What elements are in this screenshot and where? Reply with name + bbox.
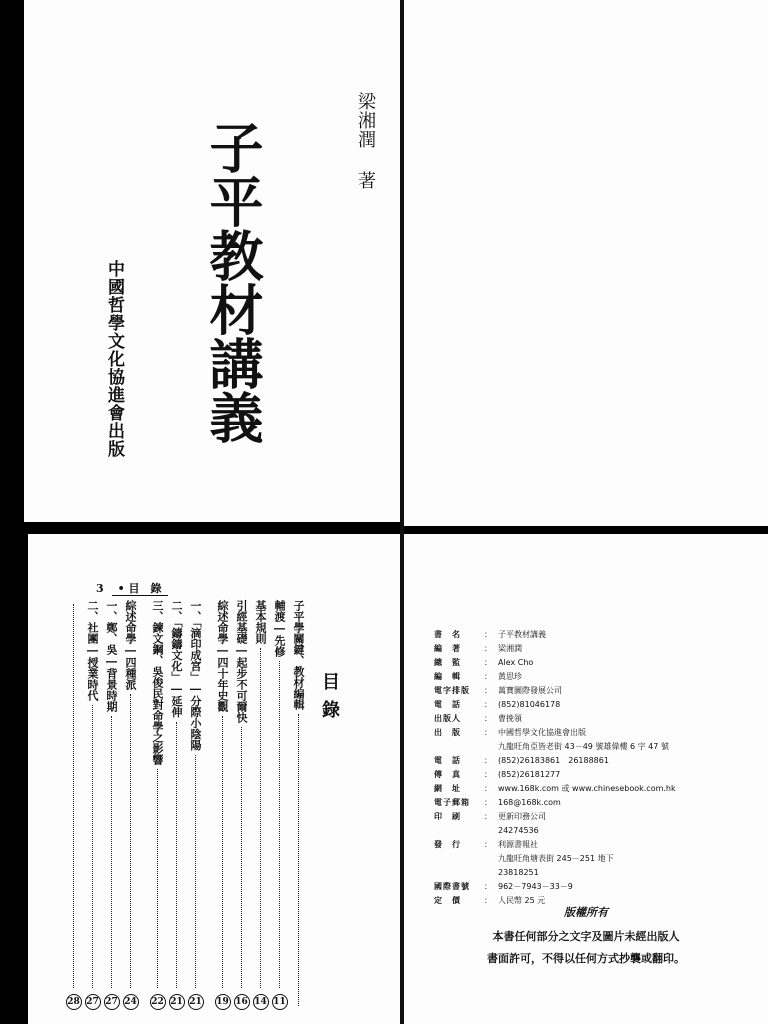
colophon-key: 書 名 [434,630,461,639]
colophon-colon [484,740,498,754]
author-name: 梁湘潤 [355,92,376,149]
colophon-value: 子平教材講義 [498,630,546,639]
colophon-row [434,866,676,880]
colophon-value: (852)26183861 26188861 [498,756,609,765]
colophon-colon: ： [484,686,492,695]
colophon-key: 電 話 [434,700,461,709]
colophon-row [434,670,676,684]
colophon-key: 編 著 [434,644,461,653]
toc-entry[interactable]: 綜述命學―四種派 24 [121,600,140,1010]
colophon-value: 24274536 [498,826,539,835]
colophon-colon: ： [484,658,492,667]
toc-entry[interactable]: 輔渡―先修 11 [270,600,289,1010]
colophon-colon: ： [484,770,492,779]
colophon-row [434,684,676,698]
toc-entry[interactable]: 三、鍊文鋼、吳俊民對命學之影響 22 [148,600,167,1010]
toc-entry[interactable]: 二、社團―授業時代 27 [83,600,102,1010]
colophon-row [434,754,676,768]
colophon-value: (852)81046178 [498,700,561,709]
colophon-key [434,740,484,754]
toc-page-number: 27 [104,994,120,1010]
colophon-key [434,866,484,880]
colophon-row [434,824,676,838]
colophon-row [434,698,676,712]
colophon-row [434,656,676,670]
toc-page [28,534,402,1024]
rights-notice [404,926,768,970]
colophon-row [434,852,676,866]
colophon-colon: ： [484,812,492,821]
colophon-value: 曹挽領 [498,714,522,723]
colophon-colon: ： [484,756,492,765]
colophon-colon: ： [484,714,492,723]
toc-entry[interactable]: 引經基礎―起步不可爾快 16 [232,600,251,1010]
colophon-colon [484,824,498,838]
colophon-key: 國際書號 [434,882,470,891]
colophon-colon: ： [484,798,492,807]
colophon-colon: ： [484,728,492,737]
colophon-row [434,628,676,642]
colophon-colon: ： [484,700,492,709]
toc-entry[interactable]: 一、鄭、吳―背景時期 27 [102,600,121,1010]
colophon-value: 利源書報社 [498,840,538,849]
colophon-key: 編 輯 [434,672,461,681]
toc-page-number: 27 [85,994,101,1010]
colophon-row [434,796,676,810]
colophon-value: (852)26181277 [498,770,561,779]
colophon-colon: ： [484,630,492,639]
toc-page-number: 22 [150,994,166,1010]
toc-page-number: 14 [253,994,269,1010]
colophon-value: Alex Cho [498,658,534,667]
toc-page-number: 21 [188,994,204,1010]
author-credit [356,92,374,190]
toc-entry[interactable]: 基本規則 14 [251,600,270,1010]
colophon-row [434,726,676,740]
book-title: 子平教材講義 [201,120,265,444]
colophon-row [434,740,676,754]
colophon-key: 發 行 [434,840,461,849]
colophon-key: 網 址 [434,784,461,793]
colophon-key: 定 價 [434,896,461,905]
toc-list [68,600,308,1010]
toc-page-number: 21 [169,994,185,1010]
toc-entry[interactable]: 綜述命學―四十年史觀 19 [213,600,232,1010]
colophon-colon [484,852,498,866]
toc-page-number: 24 [123,994,139,1010]
colophon-key: 電 話 [434,756,461,765]
toc-page-number: 28 [66,994,82,1010]
toc-title: 目錄 [319,672,340,728]
colophon-key: 電子郵箱 [434,798,470,807]
colophon-key [434,824,484,838]
rights-line: 本書任何部分之文字及圖片未經出版人 [492,930,680,943]
colophon-colon: ： [484,840,492,849]
toc-entry[interactable]: 二、「鑄鑄文化」―延伸 21 [167,600,186,1010]
toc-page-number: 19 [215,994,231,1010]
colophon-value: 萬寶圖際發展公司 [498,686,562,695]
page-number: 3 [96,582,104,595]
colophon-colon: ： [484,784,492,793]
colophon-value: 中國哲學文化協進會出版 [498,728,586,737]
colophon-key: 電字排版 [434,686,470,695]
colophon-key: 出版人 [434,714,461,723]
colophon-colon: ： [484,644,492,653]
section-label: • 目 錄 [112,582,168,596]
colophon-value: 962－7943－33－9 [498,882,573,891]
author-role: 著 [355,171,376,190]
colophon-value: www.168k.com 或 www.chinesebook.com.hk [498,784,676,793]
colophon-value: 23818251 [498,868,539,877]
colophon-value: 人民幣 25 元 [498,896,546,905]
blank-page [404,0,768,526]
colophon-value: 168@168k.com [498,798,561,807]
colophon-key: 傳 真 [434,770,461,779]
colophon-details [434,628,676,908]
toc-page-number: 11 [272,994,288,1010]
rights-line: 書面許可，不得以任何方式抄襲或翻印。 [487,952,685,965]
colophon-value: 九龍旺角塘表街 245－251 地下 [498,854,614,863]
page-gutter [400,0,404,1024]
colophon-row [434,642,676,656]
colophon-colon: ： [484,672,492,681]
publisher-name: 中國哲學文化協進會出版 [104,260,124,458]
colophon-colon: ： [484,882,492,891]
colophon-row [434,810,676,824]
colophon-page [404,534,768,1024]
running-header [96,580,168,596]
colophon-key: 出 版 [434,728,461,737]
title-page [24,0,402,522]
rights-title: 版權所有 [564,906,608,919]
colophon-row [434,782,676,796]
colophon-value: 九龍旺角亞皆老街 43－49 號雄偉樓 6 字 47 號 [498,742,669,751]
colophon-row [434,838,676,852]
colophon-row [434,712,676,726]
colophon-row [434,768,676,782]
colophon-value: 黃思珍 [498,672,522,681]
colophon-value: 梁湘潤 [498,644,522,653]
toc-entry[interactable]: 一、「滴印成宮」―分際小陰陽 21 [186,600,205,1010]
colophon-key: 總 監 [434,658,461,667]
toc-entry[interactable]: 子平學關鍵、教材編輯 [289,600,308,1010]
colophon-colon [484,866,498,880]
colophon-key [434,852,484,866]
colophon-colon: ： [484,896,492,905]
colophon-row [434,880,676,894]
colophon-key: 印 刷 [434,812,461,821]
colophon-value: 更新印務公司 [498,812,546,821]
toc-entry[interactable] [64,600,83,1010]
toc-page-number: 16 [234,994,250,1010]
